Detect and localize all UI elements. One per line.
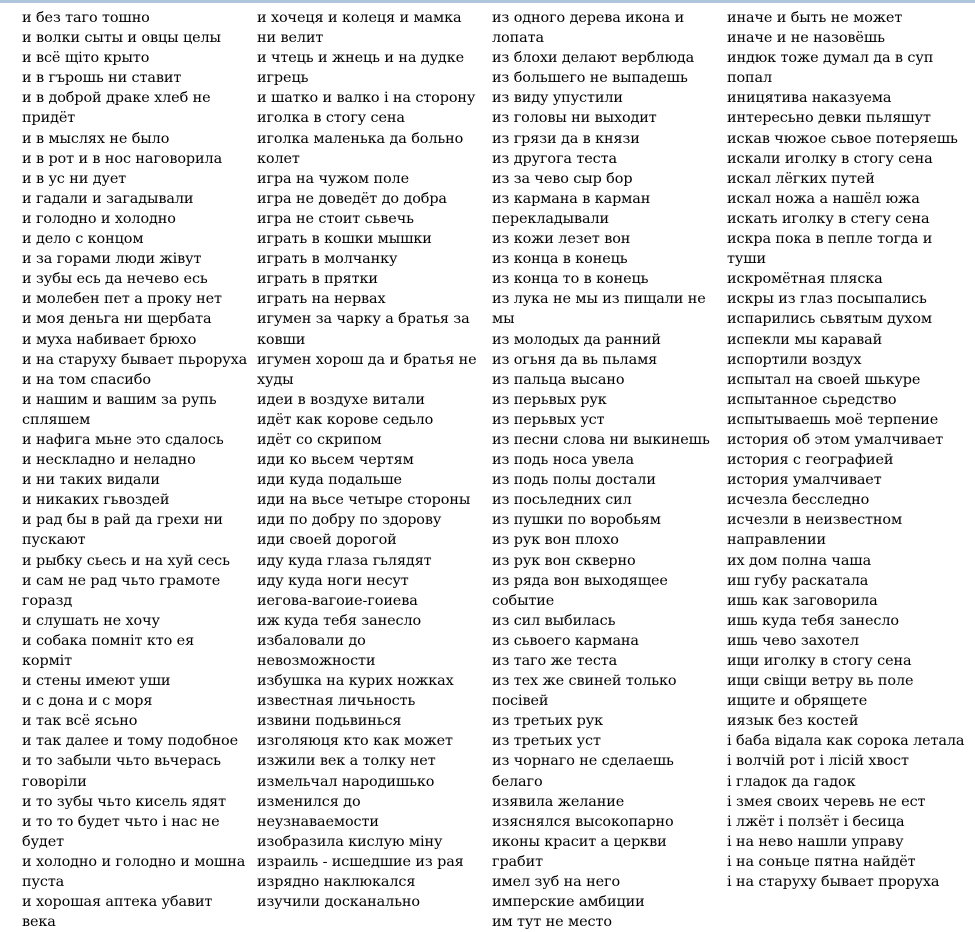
phrase-item: из кожи лезет вон — [492, 231, 631, 248]
phrase-item: иголка маленька да больно колет — [257, 130, 464, 167]
phrase-item: из подь полы достали — [492, 472, 656, 489]
phrase-item: иди по добру по здорову — [257, 512, 442, 529]
phrase-item: и рыбку сьесь и на хуй сесь — [22, 552, 230, 569]
phrase-item: и дело с концом — [22, 231, 144, 248]
phrase-item: и стены имеют уши — [22, 673, 171, 690]
phrase-item: и собака помніт кто ея корміт — [22, 632, 195, 669]
phrase-item: идеи в воздухе витали — [257, 391, 425, 408]
phrase-item: испекли мы каравай — [727, 331, 883, 348]
phrase-item: из другога теста — [492, 150, 617, 167]
phrase-item: из конца в конець — [492, 251, 628, 268]
phrase-item: из конца то в конець — [492, 271, 649, 288]
phrase-item: и с дона и с моря — [22, 693, 153, 710]
phrase-item: и нескладно и неладно — [22, 452, 196, 469]
phrase-item: игра не доведёт до добра — [257, 190, 447, 207]
phrase-item: игумен хорош да и братья не худы — [257, 351, 477, 388]
phrase-item: искра пока в пепле тогда и туши — [727, 231, 933, 268]
phrase-item: играть на нервах — [257, 291, 386, 308]
phrase-item: и зубы есь да нечево есь — [22, 271, 208, 288]
phrase-item: иж куда тебя занесло — [257, 612, 422, 629]
phrase-item: игумен за чарку а братья за ковши — [257, 311, 470, 348]
phrase-item: иначе и не назовёшь — [727, 30, 885, 47]
phrase-item: испытал на своей шькуре — [727, 371, 921, 388]
phrase-item: иницятива наказуема — [727, 90, 892, 107]
phrase-item: игра не стоит сьвечь — [257, 210, 414, 227]
phrase-item: ищи свіщи ветру вь поле — [727, 673, 914, 690]
phrase-item: из за чево сыр бор — [492, 170, 633, 187]
phrase-item: и в мыслях не было — [22, 130, 170, 147]
phrase-item: из кармана в карман перекладывали — [492, 190, 651, 227]
phrase-item: искать иголку в стегу сена — [727, 210, 930, 227]
phrase-item: изрядно наклюкался — [257, 874, 416, 891]
phrase-item: из огьня да вь пьламя — [492, 351, 658, 368]
phrase-column-3 — [492, 8, 720, 932]
phrase-item: и холодно и голодно и мошна пуста — [22, 853, 246, 891]
phrase-item: изжили век а толку нет — [257, 753, 436, 770]
phrase-item: играть в молчанку — [257, 251, 398, 268]
phrase-item: искал лёгких путей — [727, 170, 875, 187]
phrase-item: из молодых да ранний — [492, 331, 661, 348]
phrase-item: из большего не выпадешь — [492, 70, 688, 87]
phrase-item: и муха набивает брюхо — [22, 331, 197, 348]
phrase-item: из подь носа увела — [492, 452, 635, 469]
phrase-item: из лука не мы из пищали не мы — [492, 291, 706, 328]
phrase-item: і на соньце пятна найдёт — [727, 853, 916, 870]
phrase-item: из песни слова ни выкинешь — [492, 431, 710, 448]
phrase-item: иду куда ноги несут — [257, 572, 409, 589]
phrase-item: и то то будет чьто і нас не будет — [22, 813, 220, 850]
phrase-item: изявила желание — [492, 793, 625, 810]
phrase-item: из тех же свиней только посівей — [492, 673, 677, 710]
phrase-item: иди ко вьсем чертям — [257, 452, 414, 469]
phrase-item: из посьледних сил — [492, 492, 632, 509]
phrase-item: і на нево нашли управу — [727, 833, 904, 850]
phrase-item: израиль - исшедшие из рая — [257, 853, 464, 870]
phrase-item: и рад бы в рай да грехи ни пускают — [22, 512, 223, 549]
phrase-item: ищи иголку в стогу сена — [727, 653, 912, 669]
phrase-item: играть в прятки — [257, 271, 378, 288]
phrase-item: и в ус ни дует — [22, 170, 127, 187]
phrase-item: идёт как корове седьло — [257, 411, 434, 428]
phrase-item: из ряда вон выходящее событие — [492, 572, 668, 609]
phrase-item: и на старуху бывает пьроруха — [22, 351, 248, 368]
phrase-item: известная личьность — [257, 693, 416, 710]
phrase-item: и всё щіто крыто — [22, 50, 150, 67]
phrase-item: из пальца высано — [492, 371, 625, 388]
phrase-item: і змея своих черевь не ест — [727, 793, 926, 810]
phrase-item: из перьвых рук — [492, 391, 607, 408]
phrase-item: и в доброй драке хлеб не придёт — [22, 90, 211, 127]
phrase-item: извини подьвинься — [257, 713, 402, 730]
phrase-item: иязык без костей — [727, 713, 859, 730]
phrase-item: ишь чево захотел — [727, 632, 859, 649]
phrase-item: изучили досканально — [257, 894, 420, 911]
phrase-item: изяснялся высокопарно — [492, 813, 674, 830]
phrase-columns — [0, 8, 975, 931]
phrase-item: и нашим и вашим за рупь спляшем — [22, 391, 217, 428]
phrase-item: из третьих уст — [492, 733, 601, 750]
phrase-item: из грязи да в князи — [492, 130, 640, 147]
phrase-item: интересьно девки пьляшут — [727, 110, 931, 127]
phrase-item: и сам не рад чьто грамоте горазд — [22, 572, 221, 609]
phrase-item: иголка в стогу сена — [257, 110, 405, 127]
phrase-item: иконы красит а церкви грабит — [492, 833, 667, 870]
phrase-item: из рук вон плохо — [492, 532, 619, 549]
phrase-item: і лжёт і ползёт і бесица — [727, 813, 905, 830]
phrase-item: из рук вон скверно — [492, 552, 636, 569]
phrase-item: история умалчивает — [727, 472, 882, 489]
phrase-item: ишь как заговорила — [727, 592, 878, 609]
phrase-item: исчезла бесследно — [727, 492, 870, 509]
phrase-item: избушка на курих ножках — [257, 673, 454, 690]
phrase-item: имперские амбиции — [492, 894, 645, 911]
phrase-column-1 — [22, 8, 248, 932]
phrase-item: і баба відала как сорока летала — [727, 733, 965, 750]
phrase-item: искали иголку в стогу сена — [727, 150, 933, 167]
phrase-item: и гадали и загадывали — [22, 190, 194, 207]
phrase-item: искав чюжое сьвое потеряешь — [727, 130, 958, 147]
phrase-item: і волчій рот і лісій хвост — [727, 753, 909, 770]
phrase-column-2 — [257, 8, 483, 912]
phrase-item: иду куда глаза гьлядят — [257, 552, 432, 569]
phrase-item: из одного дерева икона и лопата — [492, 10, 685, 47]
phrase-item: и в гърошь ни ставит — [22, 70, 182, 87]
phrase-item: испытываешь моё терпение — [727, 411, 939, 428]
phrase-item: и то забыли чьто вьчерась говоріли — [22, 753, 221, 790]
phrase-item: игра на чужом поле — [257, 170, 410, 187]
phrase-item: и за горами люди жівут — [22, 251, 202, 268]
phrase-item: из блохи делают верблюда — [492, 50, 695, 67]
phrase-item: избаловали до невозможности — [257, 632, 376, 669]
phrase-item: и молебен пет а проку нет — [22, 291, 222, 308]
phrase-item: и хорошая аптека убавит века — [22, 894, 213, 931]
phrase-item: изголяюця кто как может — [257, 733, 453, 750]
phrase-item: из виду упустили — [492, 90, 623, 107]
phrase-item: и голодно и холодно — [22, 210, 176, 227]
phrase-item: индюк тоже думал да в суп попал — [727, 50, 934, 87]
phrase-item: их дом полна чаша — [727, 552, 872, 569]
phrase-item: искал ножа а нашёл южа — [727, 190, 920, 207]
phrase-item: из пушки по воробьям — [492, 512, 661, 529]
phrase-item: из перьвых уст — [492, 411, 605, 428]
phrase-item: из сьвоего кармана — [492, 632, 639, 649]
phrase-item: і гладок да гадок — [727, 773, 856, 790]
phrase-item: испытанное сьредство — [727, 391, 897, 408]
phrase-item: из таго же теста — [492, 653, 618, 669]
phrase-item: из сил выбилась — [492, 612, 616, 629]
phrase-item: и моя деньга ни щербата — [22, 311, 212, 328]
phrase-item: измельчал народишько — [257, 773, 435, 790]
phrase-item: имел зуб на него — [492, 874, 621, 891]
top-border-line — [0, 0, 975, 3]
phrase-item: и так всё ясьно — [22, 713, 138, 730]
phrase-item: ищите и обрящете — [727, 693, 868, 710]
phrase-item: испортили воздух — [727, 351, 862, 368]
phrase-item: и волки сыты и овцы целы — [22, 30, 221, 47]
phrase-item: искры из глаз посыпались — [727, 291, 927, 308]
phrase-item: искромётная пляска — [727, 271, 883, 288]
phrase-item: и никаких гьвоздей — [22, 492, 170, 509]
phrase-item: и то зубы чьто кисель ядят — [22, 793, 227, 810]
phrase-item: и слушать не хочу — [22, 612, 160, 629]
phrase-item: и хочеця и колеця и мамка ни велит — [257, 10, 462, 47]
phrase-item: и в рот и в нос наговорила — [22, 150, 223, 167]
phrase-item: иш губу раскатала — [727, 572, 869, 589]
phrase-item: им тут не место — [492, 914, 612, 931]
phrase-item: из чорнаго не сделаешь белаго — [492, 753, 674, 790]
phrase-item: исчезли в неизвестном направлении — [727, 512, 903, 549]
phrase-item: и нафига мьне это сдалось — [22, 431, 224, 448]
phrase-item: и чтець и жнець и на дудке игрець — [257, 50, 465, 87]
phrase-item: идёт со скрипом — [257, 431, 382, 448]
phrase-item: история с географией — [727, 452, 894, 469]
phrase-item: иегова-вагоие-гоиева — [257, 592, 418, 609]
phrase-item: и ни таких видали — [22, 472, 160, 489]
phrase-item: история об этом умалчивает — [727, 431, 944, 448]
phrase-item: и шатко и валко і на сторону — [257, 90, 476, 107]
phrase-item: и на том спасибо — [22, 371, 151, 388]
phrase-column-4 — [727, 8, 967, 892]
phrase-item: иди куда подальше — [257, 472, 402, 489]
phrase-item: играть в кошки мышки — [257, 231, 432, 248]
phrase-item: изменился до неузнаваемости — [257, 793, 379, 830]
phrase-item: изобразила кислую міну — [257, 833, 443, 850]
phrase-item: и так далее и тому подобное — [22, 733, 239, 750]
phrase-item: из третьих рук — [492, 713, 604, 730]
phrase-item: иди на вьсе четыре стороны — [257, 492, 471, 509]
phrase-item: і на старуху бывает проруха — [727, 874, 940, 891]
phrase-item: испарились сьвятым духом — [727, 311, 932, 328]
phrase-item: ишь куда тебя занесло — [727, 612, 899, 629]
phrase-item: иди своей дорогой — [257, 532, 397, 549]
phrase-item: и без таго тошно — [22, 10, 150, 26]
phrase-item: иначе и быть не может — [727, 10, 903, 26]
phrase-item: из головы ни выходит — [492, 110, 657, 127]
